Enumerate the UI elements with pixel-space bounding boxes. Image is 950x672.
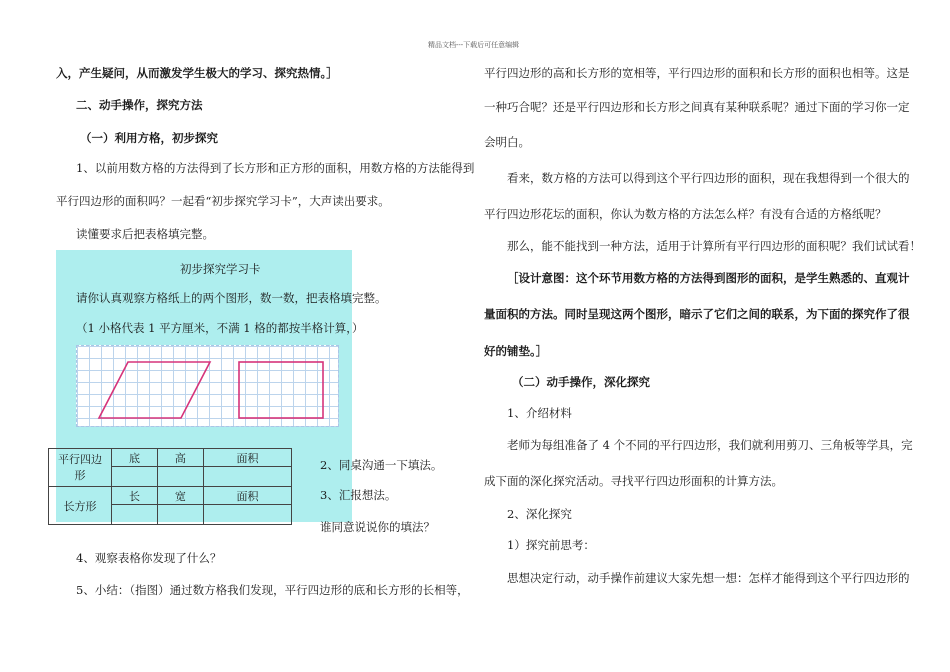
table-cell[interactable] <box>203 467 291 487</box>
right-line-3: 会明白。 <box>484 135 530 149</box>
right-line-2: 一种巧合呢？还是平行四边形和长方形之间真有某种联系呢？通过下面的学习你一定 <box>484 100 910 114</box>
table-cell[interactable] <box>157 505 203 525</box>
right-item-1: 1、介绍材料 <box>507 406 572 420</box>
subsection-heading-1: （一）利用方格，初步探究 <box>80 131 218 145</box>
table-header-height: 高 <box>157 449 203 467</box>
right-line-4: 看来，数方格的方法可以得到这个平行四边形的面积，现在我想得到一个很大的 <box>507 171 910 185</box>
step-3: 3、汇报想法。 <box>320 488 397 502</box>
table-cell[interactable] <box>112 505 158 525</box>
right-item-2-1: 1）探究前思考： <box>507 538 595 552</box>
table-label-parallelogram: 平行四边 形 <box>49 449 112 487</box>
page-header: 精品文档---下载后可任意编辑 <box>428 41 520 49</box>
step-5-summary: 5、小结：（指图）通过数方格我们发现，平行四边形的底和长方形的长相等， <box>76 583 469 597</box>
design-intent-3: 好的铺垫。］ <box>484 344 548 358</box>
rectangle-shape <box>239 362 323 418</box>
design-intent-2: 量面积的方法。同时呈现这两个图形，暗示了它们之间的联系，为下面的探究作了很 <box>484 307 910 321</box>
paragraph-1b: 平行四边形的面积吗？一起看“初步探究学习卡”，大声读出要求。 <box>56 194 390 208</box>
right-line-6: 那么，能不能找到一种方法，适用于计算所有平行四边形的面积呢？我们试试看！ <box>507 239 921 253</box>
step-4: 4、观察表格你发现了什么？ <box>76 551 222 565</box>
right-line-1: 平行四边形的高和长方形的宽相等，平行四边形的面积和长方形的面积也相等。这是 <box>484 66 910 80</box>
study-card-instruction: 请你认真观察方格纸上的两个图形，数一数，把表格填完整。 <box>76 291 387 305</box>
table-cell[interactable] <box>157 467 203 487</box>
right-item-2: 2、深化探究 <box>507 507 572 521</box>
paragraph-fill-table: 读懂要求后把表格填完整。 <box>76 227 214 241</box>
measurement-table <box>48 448 292 525</box>
table-cell[interactable] <box>203 505 291 525</box>
table-header-length: 长 <box>112 487 158 505</box>
step-2: 2、同桌沟通一下填法。 <box>320 458 443 472</box>
right-line-13: 成下面的深化探究活动。寻找平行四边形面积的计算方法。 <box>484 474 783 488</box>
right-line-5: 平行四边形花坛的面积，你认为数方格的方法怎么样？有没有合适的方格纸呢？ <box>484 207 887 221</box>
table-label-rectangle: 长方形 <box>49 487 112 525</box>
right-line-12: 老师为每组准备了 4 个不同的平行四边形，我们就利用剪刀、三角板等学具，完 <box>507 438 913 452</box>
table-header-base: 底 <box>112 449 158 467</box>
step-3-question: 谁同意说说你的填法？ <box>320 520 435 534</box>
table-header-area-2: 面积 <box>203 487 291 505</box>
parallelogram-shape <box>99 362 210 418</box>
table-header-width: 宽 <box>157 487 203 505</box>
table-cell[interactable] <box>112 467 158 487</box>
paragraph-1a: 1、以前用数方格的方法得到了长方形和正方形的面积，用数方格的方法能得到 <box>76 161 475 175</box>
paragraph-intro-end: 入，产生疑问，从而激发学生极大的学习、探究热情。］ <box>56 66 338 80</box>
section-heading-2: 二、动手操作，探究方法 <box>76 98 203 112</box>
design-intent-1: ［设计意图：这个环节用数方格的方法得到图形的面积，是学生熟悉的、直观计 <box>507 271 910 285</box>
subsection-heading-2: （二）动手操作，深化探究 <box>512 375 650 389</box>
table-header-area: 面积 <box>203 449 291 467</box>
study-card-title: 初步探究学习卡 <box>180 262 261 276</box>
study-card-note: （1 小格代表 1 平方厘米，不满 1 格的都按半格计算，） <box>76 321 364 335</box>
right-line-16: 思想决定行动，动手操作前建议大家先想一想：怎样才能得到这个平行四边形的 <box>507 571 910 585</box>
